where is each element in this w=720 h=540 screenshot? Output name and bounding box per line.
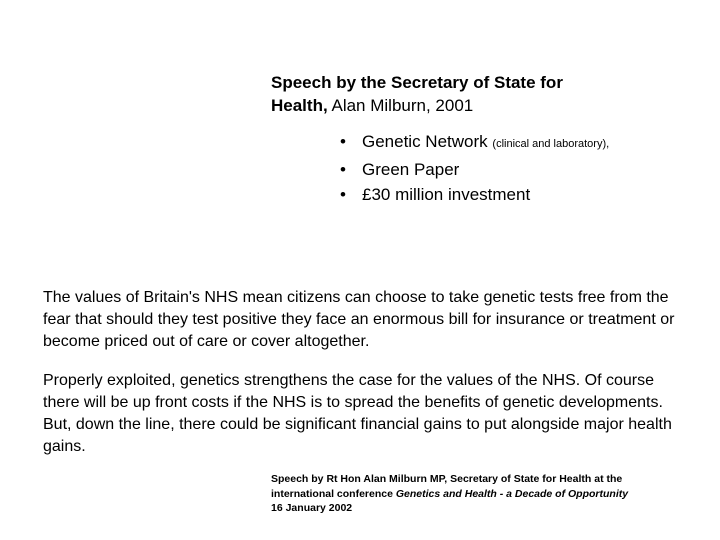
heading-line-2 bbox=[271, 94, 691, 117]
heading-speaker: Alan Milburn, 2001 bbox=[331, 96, 474, 115]
bullet-dot: • bbox=[340, 160, 346, 179]
citation-conference-title: Genetics and Health - a Decade of Opportunity bbox=[395, 487, 629, 500]
bullet-list bbox=[340, 129, 710, 207]
bullet-dot: • bbox=[340, 132, 346, 151]
citation-line-1: Speech by Rt Hon Alan Milburn MP, Secretary of State for Health at the bbox=[271, 473, 623, 485]
citation-prefix: international conference bbox=[271, 487, 393, 500]
citation-date: 16 January 2002 bbox=[271, 502, 353, 514]
bullet-text: Genetic Network bbox=[362, 132, 488, 151]
bullet-item-green-paper bbox=[340, 157, 710, 182]
bullet-text: £30 million investment bbox=[362, 185, 531, 204]
heading-title-cont: Health, bbox=[271, 96, 328, 115]
bullet-dot: • bbox=[340, 185, 346, 204]
paragraph-genetics-benefits: Properly exploited, genetics strengthens the case for the values of the NHS. Of course there will be up front costs if the NHS is to spread the benefits of genetic developments. But, down the line, there could be significant financial gains to put alongside major health gains. bbox=[43, 372, 672, 455]
paragraph-nhs-values: The values of Britain's NHS mean citizens can choose to take genetic tests free from the fear that should they test positive they face an enormous bill for insurance or treatment or become priced out of care or cover altogether. bbox=[43, 289, 675, 350]
citation-line-2 bbox=[271, 487, 711, 502]
heading-line-1 bbox=[271, 71, 691, 94]
speech-heading bbox=[271, 71, 691, 117]
bullet-note: (clinical and laboratory), bbox=[492, 138, 610, 150]
citation bbox=[271, 472, 711, 516]
bullet-item-genetic-network bbox=[340, 129, 710, 157]
bullet-text: Green Paper bbox=[362, 160, 460, 179]
bullet-item-investment bbox=[340, 182, 710, 207]
heading-title: Speech by the Secretary of State for bbox=[271, 73, 563, 92]
